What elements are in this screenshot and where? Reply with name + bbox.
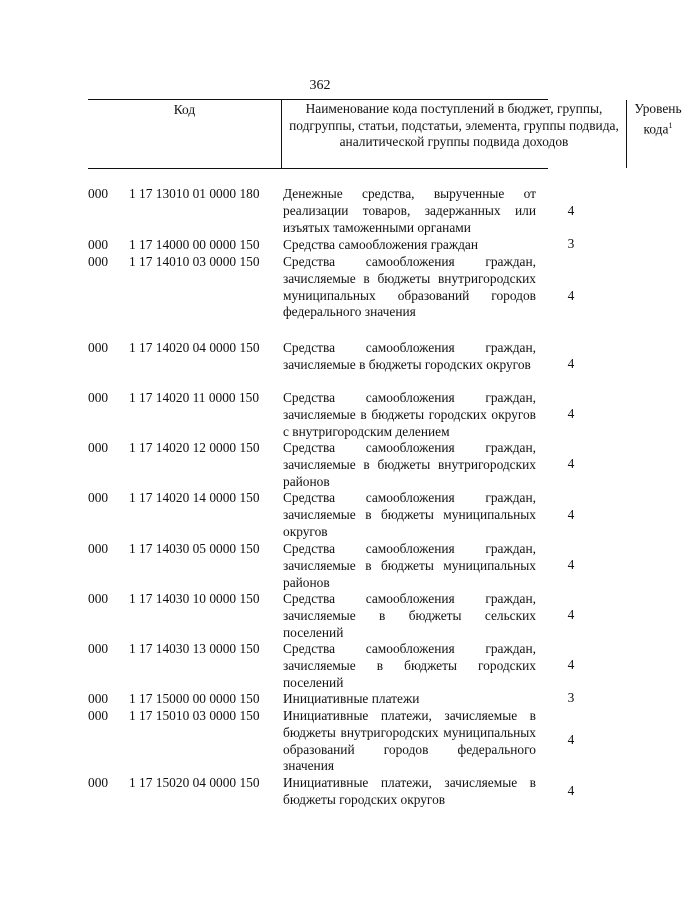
row-level: 4 [567,507,575,522]
table-row [0,591,640,641]
table-row [0,708,640,776]
row-prefix: 000 [88,490,109,505]
row-code: 1 17 13010 01 0000 180 [129,186,260,201]
table-row [0,490,640,540]
header-name: Наименование кода поступлений в бюджет, группы, подгруппы, статьи, подстатьи, элемента, группы подвида, аналитической группы подвида доходов [281,100,627,168]
row-name: Инициативные платежи, зачисляемые в бюджеты внутригородских муниципальных образований городов федерального значения [283,708,536,774]
row-prefix: 000 [88,708,109,723]
table-row [0,440,640,490]
row-prefix: 000 [88,237,109,252]
page-number: 362 [309,78,331,93]
row-level: 4 [567,356,575,371]
row-code: 1 17 15000 00 0000 150 [129,691,260,706]
table-row [0,186,640,236]
row-level: 4 [567,783,575,798]
header-level [628,100,688,137]
row-level: 4 [567,557,575,572]
row-name: Средства самообложения граждан [283,237,479,252]
row-code: 1 17 14030 05 0000 150 [129,541,260,556]
row-level: 3 [567,690,575,705]
row-code: 1 17 14000 00 0000 150 [129,237,260,252]
row-code: 1 17 15020 04 0000 150 [129,775,260,790]
row-code: 1 17 14020 14 0000 150 [129,490,260,505]
row-level: 4 [567,732,575,747]
row-level: 4 [567,657,575,672]
row-code: 1 17 14020 12 0000 150 [129,440,260,455]
row-prefix: 000 [88,186,109,201]
row-prefix: 000 [88,340,109,355]
header-level-footnote: 1 [668,120,673,130]
row-prefix: 000 [88,390,109,405]
row-name: Инициативные платежи, зачисляемые в бюджеты городских округов [283,775,536,807]
row-level: 4 [567,406,575,421]
row-code: 1 17 14010 03 0000 150 [129,254,260,269]
table-row [0,237,640,254]
row-name: Средства самообложения граждан, зачисляемые в бюджеты муниципальных округов [283,490,536,539]
table-row [0,254,640,338]
row-name: Средства самообложения граждан, зачисляемые в бюджеты городских округов с внутригородским делением [283,390,536,439]
row-prefix: 000 [88,440,109,455]
table-row [0,390,640,440]
row-name: Средства самообложения граждан, зачисляемые в бюджеты городских поселений [283,641,536,690]
row-name: Инициативные платежи [283,691,420,706]
table-row [0,691,640,708]
table-row [0,340,640,390]
row-name: Денежные средства, вырученные от реализации товаров, задержанных или изъятых таможенными органами [283,186,536,235]
row-name: Средства самообложения граждан, зачисляемые в бюджеты внутригородских муниципальных образований городов федерального значения [283,254,536,320]
row-name: Средства самообложения граждан, зачисляемые в бюджеты городских округов [283,340,536,372]
header-code: Код [173,102,196,117]
table-header [88,99,682,169]
row-code: 1 17 14020 11 0000 150 [129,390,260,405]
row-prefix: 000 [88,541,109,556]
row-name: Средства самообложения граждан, зачисляемые в бюджеты муниципальных районов [283,541,536,590]
row-name: Средства самообложения граждан, зачисляемые в бюджеты внутригородских районов [283,440,536,489]
row-prefix: 000 [88,591,109,606]
row-level: 4 [567,456,575,471]
row-level: 4 [567,607,575,622]
row-prefix: 000 [88,691,109,706]
row-level: 3 [567,236,575,251]
row-code: 1 17 14030 10 0000 150 [129,591,260,606]
row-prefix: 000 [88,775,109,790]
row-code: 1 17 14030 13 0000 150 [129,641,260,656]
table-row [0,775,640,809]
row-code: 1 17 14020 04 0000 150 [129,340,260,355]
table-row [0,541,640,591]
row-prefix: 000 [88,641,109,656]
row-level: 4 [567,203,575,218]
table-row [0,641,640,691]
row-code: 1 17 15010 03 0000 150 [129,708,260,723]
row-level: 4 [567,288,575,303]
row-name: Средства самообложения граждан, зачисляемые в бюджеты сельских поселений [283,591,536,640]
header-level-label: Уровень кода [634,101,682,136]
row-prefix: 000 [88,254,109,269]
